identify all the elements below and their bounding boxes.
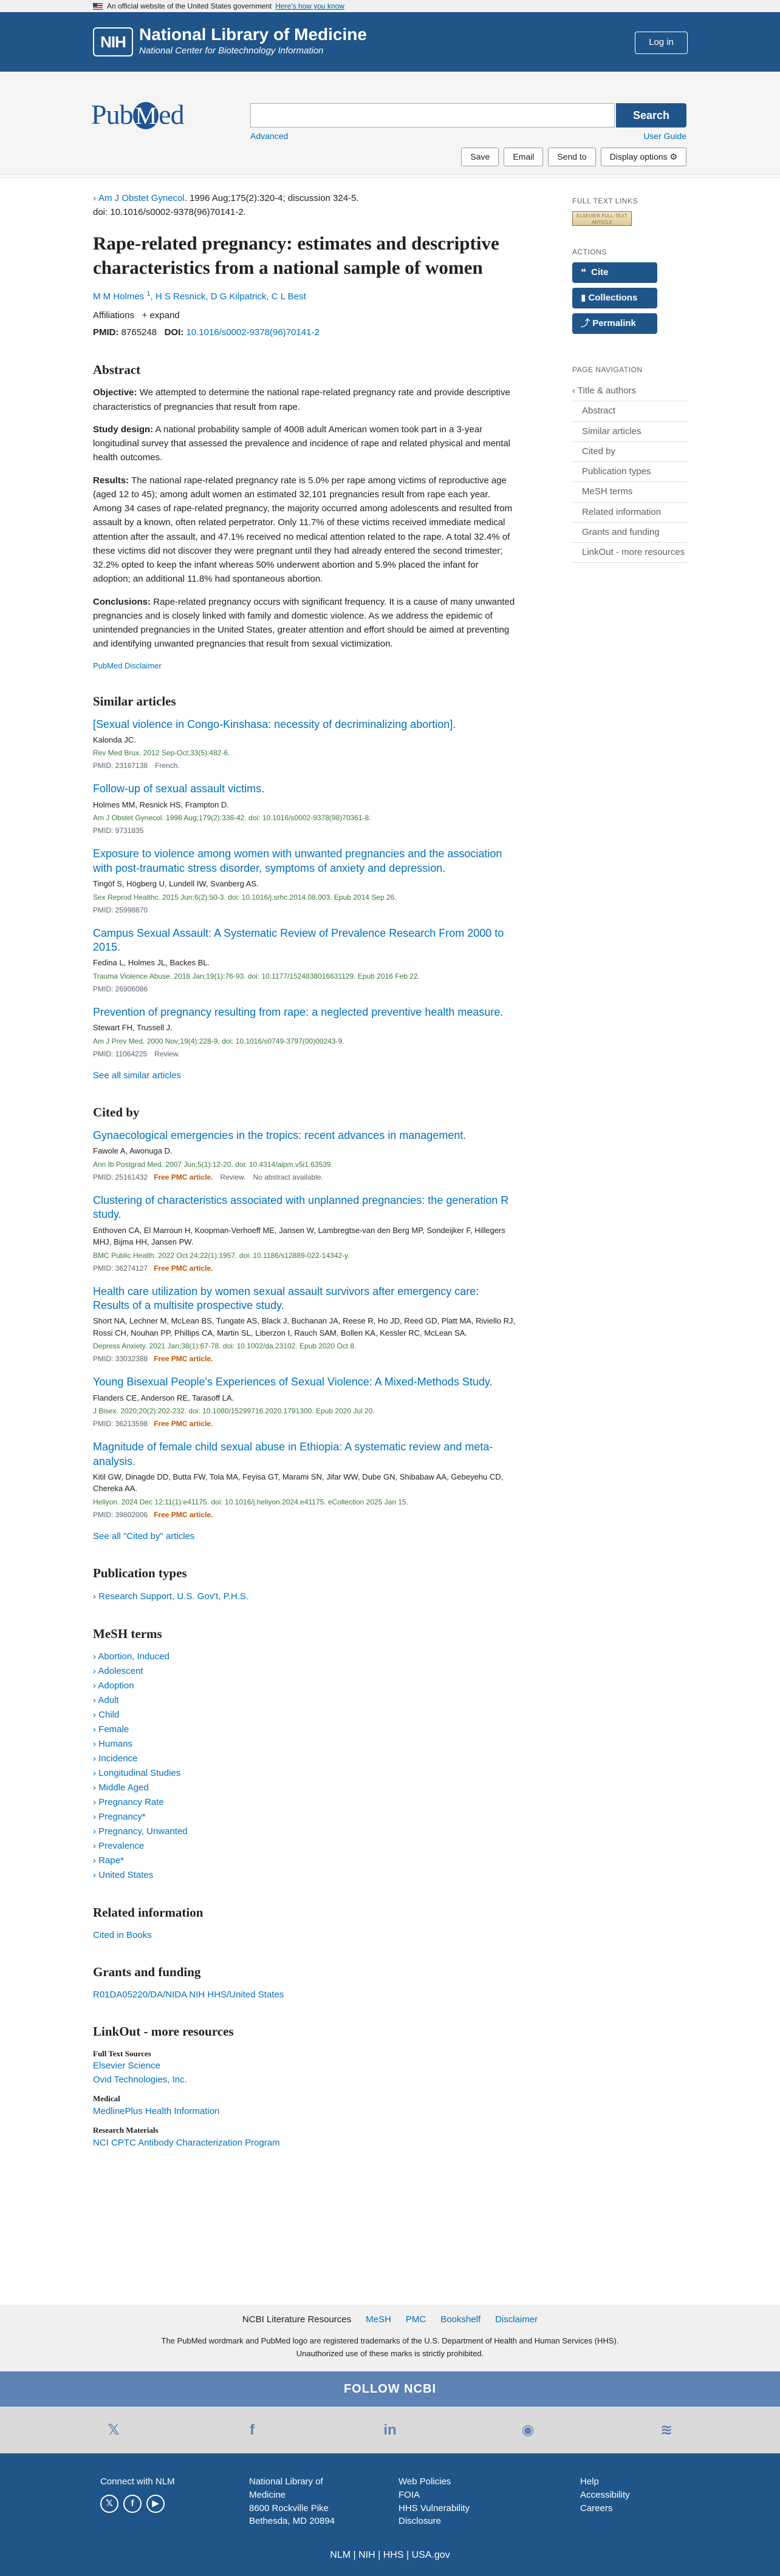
footer-link[interactable]: NLM <box>330 2550 351 2560</box>
elsevier-full-text-link[interactable]: ELSEVIER FULL-TEXT ARTICLE <box>572 211 632 226</box>
nav-similar-articles[interactable]: Similar articles <box>572 422 688 442</box>
article-link[interactable]: Prevention of pregnancy resulting from rape: a neglected preventive health measure. <box>93 1005 504 1018</box>
article-title: Rape-related pregnancy: estimates and descriptive characteristics from a national sample of women <box>93 233 499 278</box>
linkout-link[interactable]: MedlinePlus Health Information <box>93 2105 220 2116</box>
publication-type-link[interactable]: › Research Support, U.S. Gov't, P.H.S. <box>93 1589 518 1604</box>
abstract-paragraph: Results: The national rape-related pregnancy rate is 5.0% per rape among victims of reproductive age (aged 12 to 45); among adult women an estimated 32,101 pregnancies result from rape each year. Among 34 cases of rape-related pregnancy, the majority occurred among adolescents and resulted from assault by a known, often related perpetrator. Only 11.7% of these victims received immediate medical attention after the assault, and 47.1% received no medical attention related to the rape. A total 32.4% of these victims did not discover they were pregnant until they had already entered the second trimester; 32.2% opted to keep the infant whereas 50% underwent abortion and 5.9% placed the infant for adoption; an additional 11.8% had spontaneous abortion. <box>93 475 513 585</box>
mesh-term-link[interactable]: › Adolescent <box>93 1664 518 1679</box>
linkout-link[interactable]: Elsevier Science <box>93 2061 160 2071</box>
x-twitter-icon[interactable]: 𝕏 <box>108 2422 120 2438</box>
github-icon[interactable]: ◉ <box>521 2422 535 2438</box>
footer-link[interactable]: HHS <box>383 2550 404 2560</box>
footer-link[interactable]: NIH <box>358 2550 375 2560</box>
nav-grants-funding[interactable]: Grants and funding <box>572 523 688 543</box>
x-twitter-icon[interactable]: 𝕏 <box>100 2495 118 2513</box>
heres-how-link[interactable]: Here's how you know <box>275 2 344 10</box>
article-link[interactable]: [Sexual violence in Congo-Kinshasa: necessity of decriminalizing abortion]. <box>93 718 456 730</box>
list-item: Clustering of characteristics associated with unplanned pregnancies: the generation R study. Enthoven CA, El Marroun H, Koopman-Verhoeff ME, Jansen W, Lambregtse-van den Berg MP, Sondeijker F, Hillegers MHJ, Bijma HH, Jansen PW. BMC Public Health. 2022 Oct 24;22(1):1957. doi: 10.1186/s12889-022-14342-y. PMID: 36274127 Free PMC article. <box>93 1194 518 1274</box>
article-link[interactable]: Exposure to violence among women with unwanted pregnancies and the association with post-traumatic stress disorder, symptoms of anxiety and depression. <box>93 848 502 874</box>
mesh-term-link[interactable]: › Incidence <box>93 1752 518 1766</box>
abstract-paragraph: Objective: We attempted to determine the national rape-related pregnancy rate and provide descriptive characteristics of pregnancies that result from rape. <box>93 387 510 412</box>
identifiers: PMID: 8765248 DOI: 10.1016/s0002-9378(96)70141-2 <box>93 327 320 338</box>
save-button[interactable]: Save <box>461 148 499 166</box>
mesh-term-link[interactable]: › Child <box>93 1708 518 1722</box>
list-item: Exposure to violence among women with unwanted pregnancies and the association with post-traumatic stress disorder, symptoms of anxiety and depression. Tingöf S, Högberg U, Lundell IW, Svanberg AS. Sex Reprod Healthc. 2015 Jun;6(2):50-3. doi: 10.1016/j.srhc.2014.08.003. Epub 2014 Sep 26. PMID: 25998870 <box>93 847 518 915</box>
send-to-button[interactable]: Send to <box>548 148 595 166</box>
see-all-similar-link[interactable]: See all similar articles <box>93 1070 182 1081</box>
nav-linkout[interactable]: LinkOut - more resources <box>572 543 688 563</box>
display-options-button[interactable]: Display options ⚙ <box>601 148 686 166</box>
gov-banner-text: An official website of the United States government <box>107 2 272 10</box>
connect-label: Connect with NLM <box>100 2476 175 2487</box>
list-item: Campus Sexual Assault: A Systematic Review of Prevalence Research From 2000 to 2015. Fedina L, Holmes JL, Backes BL. Trauma Violence Abuse. 2018 Jan;19(1):76-93. doi: 10.1177/1524838016631129. Epub 2016 Feb 22. PMID: 26906086 <box>93 926 518 994</box>
cited-by-heading: Cited by <box>93 1105 140 1120</box>
mesh-term-link[interactable]: › United States <box>93 1868 518 1883</box>
footer-link[interactable]: Web Policies <box>399 2476 451 2487</box>
pmid: 8765248 <box>121 327 157 338</box>
doi-line: doi: 10.1016/s0002-9378(96)70141-2. <box>93 206 246 217</box>
trademark-notice: The PubMed wordmark and PubMed logo are registered trademarks of the U.S. Department of Health and Human Services (HHS). Unauthorized use of these marks is strictly prohibited. <box>161 2336 619 2358</box>
linkout-group-label: Full Text Sources <box>93 2048 151 2058</box>
permalink-button[interactable]: ⤴ Permalink <box>572 313 657 334</box>
nav-mesh-terms[interactable]: MeSH terms <box>572 482 688 502</box>
list-item: Follow-up of sexual assault victims. Holmes MM, Resnick HS, Frampton D. Am J Obstet Gynecol. 1998 Aug;179(2):336-42. doi: 10.1016/s0002-9378(98)70361-8. PMID: 9731835 <box>93 782 518 836</box>
footer-link[interactable]: NCBI Literature Resources <box>242 2314 352 2325</box>
actions-label: ACTIONS <box>572 248 607 256</box>
sidebar <box>572 195 688 563</box>
nav-related-information[interactable]: Related information <box>572 503 688 523</box>
bookmark-icon: ▮ <box>581 293 586 303</box>
mesh-terms-heading: MeSH terms <box>93 1626 162 1641</box>
nav-publication-types[interactable]: Publication types <box>572 462 688 482</box>
plus-icon: + <box>142 310 148 321</box>
user-guide-link[interactable]: User Guide <box>643 131 686 141</box>
login-button[interactable]: Log in <box>635 32 688 54</box>
collections-button[interactable]: ▮ Collections <box>572 288 657 308</box>
pubmed-logo[interactable]: Pub Med <box>91 99 184 130</box>
footer-bottom-links: NLM | NIH | HHS | USA.gov <box>330 2550 450 2560</box>
nlm-address: National Library of Medicine 8600 Rockville Pike Bethesda, MD 20894 <box>249 2476 335 2527</box>
search-input[interactable] <box>250 103 615 127</box>
grants-heading: Grants and funding <box>93 1965 201 1980</box>
mesh-term-link[interactable]: › Middle Aged <box>93 1781 518 1795</box>
social-links <box>0 2407 780 2453</box>
mesh-term-link[interactable]: › Longitudinal Studies <box>93 1766 518 1781</box>
nav-abstract[interactable]: Abstract <box>572 401 688 421</box>
citation-line: › Am J Obstet Gynecol. 1996 Aug;175(2):320-4; discussion 324-5. doi: 10.1016/s0002-9378(96)70141-2. <box>93 193 359 217</box>
abstract-paragraph: Conclusions: Rape-related pregnancy occurs with significant frequency. It is a cause of many unwanted pregnancies and is closely linked with family and domestic violence. As we address the epidemic of unintended pregnancies in the United States, greater attention and effort should be aimed at preventing and identifying unwanted pregnancies that result from sexual victimization. <box>93 596 515 650</box>
list-item: Gynaecological emergencies in the tropics: recent advances in management. Fawole A, Awonuga D. Ann Ib Postgrad Med. 2007 Jun;5(1):12-20. doi: 10.4314/aipm.v5i1.63539. PMID: 25161432 Free PMC article. Review. No abstract available. <box>93 1129 518 1183</box>
gov-banner <box>0 0 780 12</box>
rss-icon[interactable]: ≋ <box>660 2422 673 2438</box>
full-text-links-label: FULL TEXT LINKS <box>572 197 638 205</box>
author-list: M M Holmes $^1$, H S Resnick, D G Kilpatrick, C L Best <box>93 290 306 302</box>
footer-link[interactable]: HHS Vulnerability Disclosure <box>399 2503 470 2527</box>
publication-types-heading: Publication types <box>93 1566 187 1581</box>
mesh-term-link[interactable]: › Pregnancy, Unwanted <box>93 1824 518 1839</box>
nlm-title[interactable]: National Library of Medicine <box>139 25 367 44</box>
footer-link[interactable]: Accessibility <box>580 2489 630 2500</box>
linkout-group-label: Medical <box>93 2094 120 2104</box>
mesh-term-link[interactable]: › Pregnancy Rate <box>93 1795 518 1810</box>
linkedin-icon[interactable]: in <box>383 2422 397 2438</box>
article-link[interactable]: Magnitude of female child sexual abuse in Ethiopia: A systematic review and meta-analysis. <box>93 1441 493 1467</box>
footer-link[interactable]: FOIA <box>399 2489 420 2500</box>
footer-link[interactable]: Help <box>580 2476 599 2487</box>
page-navigation <box>572 381 688 563</box>
quote-icon: ❝ <box>581 267 586 277</box>
footer-link[interactable]: Careers <box>580 2503 613 2513</box>
list-item: Health care utilization by women sexual assault survivors after emergency care: Results of a multisite prospective study. Short NA, Lechner M, McLean BS, Tungate AS, Black J, Buchanan JA, Reese R, Ho JD, Reed GD, Platt MA, Riviello RJ, Rossi CH, Nouhan PP, Phillips CA, Martin SL, Liberzon I, Rauch SAM, Bollen KA, Kessler RC, McLean SA. Depress Anxiety. 2021 Jan;38(1):67-78. doi: 10.1002/da.23102. Epub 2020 Oct 8. PMID: 33032388 Free PMC article. <box>93 1285 518 1365</box>
article-link[interactable]: Young Bisexual People's Experiences of Sexual Violence: A Mixed-Methods Study. <box>93 1376 493 1388</box>
mesh-term-link[interactable]: › Humans <box>93 1737 518 1752</box>
article-main <box>93 192 518 2150</box>
list-item: Prevention of pregnancy resulting from rape: a neglected preventive health measure. Stewart FH, Trussell J. Am J Prev Med. 2000 Nov;19(4):228-9, doi: 10.1016/s0749-3797(00)00243-9. PMID: 11064225 Review. <box>93 1005 518 1059</box>
nlm-footer <box>0 2453 780 2576</box>
cited-in-books-link[interactable]: Cited in Books <box>93 1929 152 1940</box>
mesh-term-link[interactable]: › Pregnancy* <box>93 1810 518 1824</box>
nlm-header <box>0 12 780 72</box>
similar-articles-list <box>93 718 518 1059</box>
doi-link[interactable]: 10.1016/s0002-9378(96)70141-2 <box>186 327 320 338</box>
similar-articles-heading: Similar articles <box>93 694 176 709</box>
gear-icon: ⚙ <box>669 152 677 161</box>
chevron-right-icon: › <box>93 193 96 203</box>
facebook-icon[interactable]: f <box>123 2495 142 2513</box>
mesh-term-link[interactable]: › Adoption <box>93 1679 518 1693</box>
article-link[interactable]: Campus Sexual Assault: A Systematic Review of Prevalence Research From 2000 to 2015. <box>93 926 504 954</box>
footer-link[interactable]: USA.gov <box>411 2550 450 2560</box>
search-button[interactable]: Search <box>616 103 686 127</box>
mesh-term-link[interactable]: › Female <box>93 1722 518 1737</box>
author-link[interactable]: H S Resnick <box>155 291 206 302</box>
footer-link[interactable]: Bookshelf <box>440 2314 481 2325</box>
mesh-term-link[interactable]: › Rape* <box>93 1854 518 1868</box>
linkout-link[interactable]: Ovid Technologies, Inc. <box>93 2074 187 2085</box>
cited-by-list <box>93 1129 518 1520</box>
linkout-group-label: Research Materials <box>93 2126 159 2135</box>
list-item: Young Bisexual People's Experiences of Sexual Violence: A Mixed-Methods Study. Flanders CE, Anderson RE, Tarasoff LA. J Bisex. 2020;20(2):202-232. doi: 10.1080/15299716.2020.1791300. Epub 2020 Jul 20. PMID: 36213598 Free PMC article. <box>93 1375 518 1429</box>
grant-link[interactable]: R01DA05220/DA/NIDA NIH HHS/United States <box>93 1989 284 2000</box>
nih-logo[interactable]: NIH <box>93 27 133 56</box>
author-link[interactable]: D G Kilpatrick <box>210 291 267 302</box>
follow-ncbi-banner: FOLLOW NCBI <box>0 2371 780 2407</box>
nav-title-authors[interactable]: ‹ Title & authors <box>572 381 688 401</box>
footer-link[interactable]: Disclaimer <box>495 2314 538 2325</box>
footer-links-area <box>0 2305 780 2371</box>
mesh-term-link[interactable]: › Prevalence <box>93 1839 518 1854</box>
author-link[interactable]: M M Holmes $^1$ <box>93 290 151 302</box>
abstract-paragraph: Study design: A national probability sample of 4008 adult American women took part in a 3-year longitudinal survey that assessed the prevalence and incidence of rape and related physical and mental health outcomes. <box>93 424 511 463</box>
youtube-icon[interactable]: ▶ <box>146 2495 165 2513</box>
author-link[interactable]: C L Best <box>271 291 306 302</box>
mesh-term-link[interactable]: › Adult <box>93 1693 518 1708</box>
article-link[interactable]: Clustering of characteristics associated with unplanned pregnancies: the generation R study. <box>93 1194 509 1221</box>
abstract-heading: Abstract <box>93 362 141 377</box>
linkout-link[interactable]: NCI CPTC Antibody Characterization Program <box>93 2137 280 2148</box>
article-link[interactable]: Health care utilization by women sexual assault survivors after emergency care: Results of a multisite prospective study. <box>93 1285 479 1311</box>
page-navigation-label: PAGE NAVIGATION <box>572 365 643 374</box>
nav-cited-by[interactable]: Cited by <box>572 442 688 462</box>
affiliations-toggle[interactable]: Affiliations + expand <box>93 310 180 321</box>
facebook-icon[interactable]: f <box>250 2422 255 2438</box>
journal-link[interactable]: Am J Obstet Gynecol <box>98 193 185 203</box>
article-link[interactable]: Gynaecological emergencies in the tropics: recent advances in management. <box>93 1129 467 1141</box>
cite-button[interactable]: ❝ Cite <box>572 262 657 283</box>
list-item: Magnitude of female child sexual abuse in Ethiopia: A systematic review and meta-analysis. Kitil GW, Dinagde DD, Butta FW, Tola MA, Feyisa GT, Marami SN, Jifar WW, Dube GN, Shibabaw AA, Gebeyehu CD, Chereka AA. Heliyon. 2024 Dec 12;11(1):e41175. doi: 10.1016/j.heliyon.2024.e41175. eCollection 2025 Jan 15. PMID: 39802006 Free PMC article. <box>93 1440 518 1520</box>
nlm-subtitle: National Center for Biotechnology Information <box>139 46 324 56</box>
chevron-left-icon: ‹ <box>572 386 575 396</box>
linkout-heading: LinkOut - more resources <box>93 2024 234 2039</box>
footer-link[interactable]: MeSH <box>366 2314 391 2325</box>
action-bar <box>461 148 686 166</box>
email-button[interactable]: Email <box>504 148 543 166</box>
mesh-term-link[interactable]: › Abortion, Induced <box>93 1650 518 1664</box>
abstract <box>93 386 518 651</box>
list-item: [Sexual violence in Congo-Kinshasa: necessity of decriminalizing abortion]. Kalonda JC. Rev Med Brux. 2012 Sep-Oct;33(5):482-6. PMID: 23167138 French. <box>93 718 518 772</box>
advanced-search-link[interactable]: Advanced <box>250 131 289 141</box>
divider <box>0 177 780 178</box>
share-icon: ⤴ <box>581 318 590 328</box>
mesh-terms-list <box>93 1650 518 1883</box>
us-flag-icon <box>93 3 103 10</box>
footer-link[interactable]: PMC <box>405 2314 426 2325</box>
see-all-cited-link[interactable]: See all "Cited by" articles <box>93 1531 195 1541</box>
article-link[interactable]: Follow-up of sexual assault victims. <box>93 783 265 795</box>
pubmed-disclaimer-link[interactable]: PubMed Disclaimer <box>93 661 162 670</box>
related-information-heading: Related information <box>93 1905 204 1920</box>
